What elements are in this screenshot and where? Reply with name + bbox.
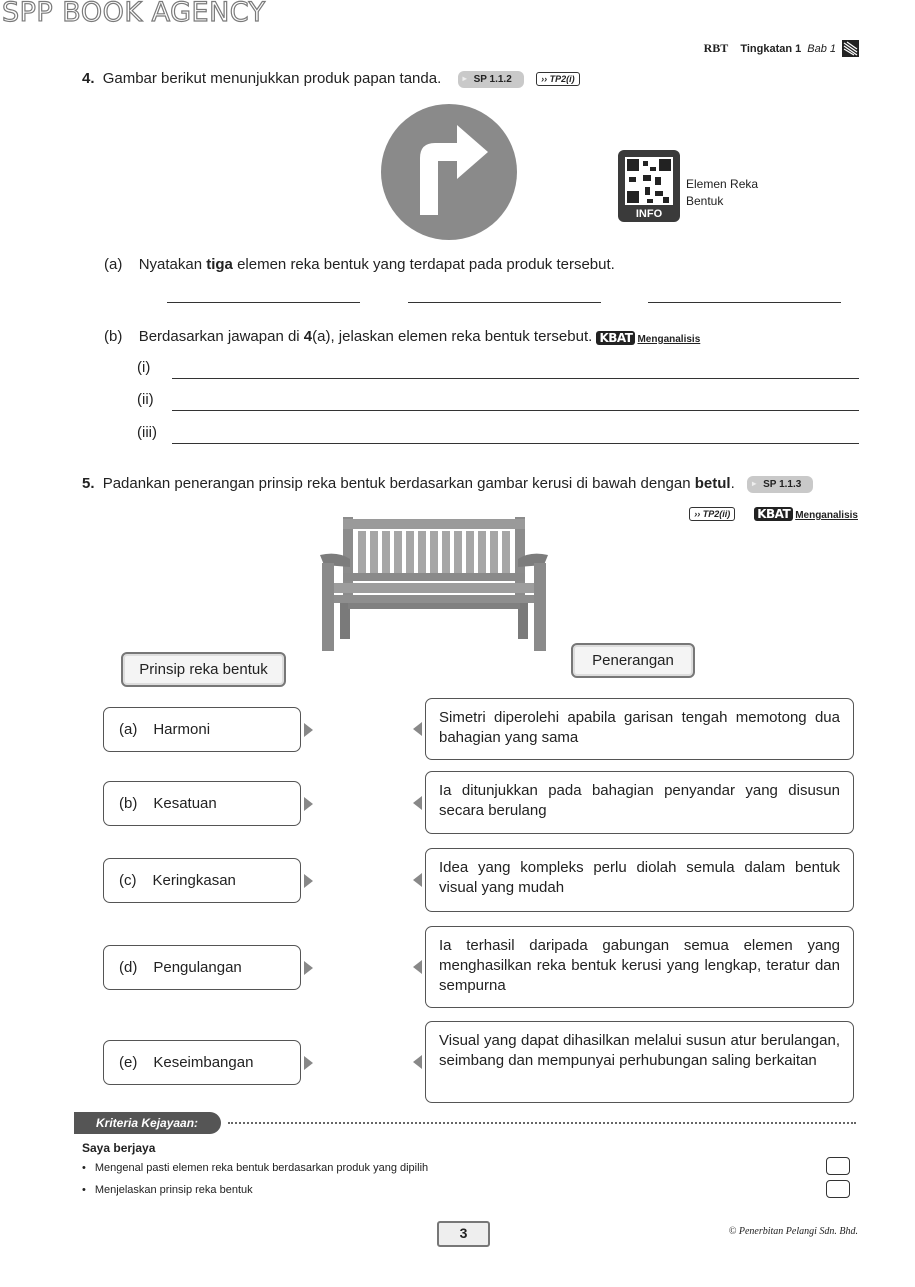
roman-label: (i) <box>137 359 151 376</box>
tp-badge: ›› TP2(i) <box>536 72 580 86</box>
criteria-title: Kriteria Kejayaan: <box>74 1112 221 1134</box>
criteria-item: • Menjelaskan prinsip reka bentuk <box>82 1184 253 1196</box>
question-number: 4. <box>82 70 95 87</box>
question-number: 5. <box>82 475 95 492</box>
connector-left-arrow-icon[interactable] <box>413 722 422 736</box>
page-header <box>704 40 859 57</box>
kbat-badge: KBAT Menganalisis <box>596 329 700 346</box>
criteria-item: • Mengenal pasti elemen reka bentuk berdasarkan produk yang dipilih <box>82 1162 428 1174</box>
tp-badge: ›› TP2(ii) <box>689 507 735 521</box>
principle-item-keseimbangan[interactable]: (e) Keseimbangan <box>103 1040 301 1085</box>
copyright: © Penerbitan Pelangi Sdn. Bhd. <box>728 1226 858 1237</box>
description-item[interactable]: Visual yang dapat dihasilkan melalui susun atur berulangan, seimbang dan mempunyai perhubungan saling berkaitan <box>425 1021 854 1103</box>
subject-label: RBT <box>703 41 729 55</box>
connector-right-arrow-icon[interactable] <box>304 874 313 888</box>
question-text: Gambar berikut menunjukkan produk papan tanda. <box>102 70 442 87</box>
right-column-header: Penerangan <box>571 643 695 678</box>
page-number: 3 <box>437 1221 490 1247</box>
form-label: Tingkatan 1 <box>740 42 802 55</box>
info-label: INFO <box>635 208 663 220</box>
answer-line[interactable] <box>408 302 601 303</box>
connector-right-arrow-icon[interactable] <box>304 961 313 975</box>
principle-item-kesatuan[interactable]: (b) Kesatuan <box>103 781 301 826</box>
connector-left-arrow-icon[interactable] <box>413 960 422 974</box>
sp-badge: ▸ SP 1.1.2 <box>458 71 524 88</box>
kbat-badge: KBAT Menganalisis <box>754 505 858 523</box>
q5-badges <box>689 505 858 523</box>
criteria-checkbox[interactable] <box>826 1157 850 1175</box>
connector-left-arrow-icon[interactable] <box>413 796 422 810</box>
watermark: SPP BOOK AGENCY <box>2 0 266 28</box>
answer-line[interactable] <box>167 302 360 303</box>
info-qr-badge[interactable] <box>618 150 680 222</box>
connector-right-arrow-icon[interactable] <box>304 723 313 737</box>
question-5: 5. Padankan penerangan prinsip reka bentuk berdasarkan gambar kerusi di bawah dengan betul. ▸ SP 1.1.3 <box>82 475 813 493</box>
description-item[interactable]: Ia terhasil daripada gabungan semua elemen yang menghasilkan reka bentuk kerusi yang lengkap, teratur dan sempurna <box>425 926 854 1008</box>
bench-image <box>318 515 550 655</box>
subquestion-label: (b) <box>104 328 123 345</box>
question-4a: (a) Nyatakan tiga elemen reka bentuk yang terdapat pada produk tersebut. <box>104 256 615 273</box>
question-4b: (b) Berdasarkan jawapan di 4(a), jelaskan elemen reka bentuk tersebut. KBAT Menganalisis <box>104 328 701 345</box>
criteria-checkbox[interactable] <box>826 1180 850 1198</box>
subquestion-label: (a) <box>104 256 123 273</box>
left-column-header: Prinsip reka bentuk <box>121 652 286 687</box>
turn-right-sign-image <box>380 103 518 241</box>
answer-line[interactable] <box>172 378 859 379</box>
roman-label: (iii) <box>137 424 157 441</box>
answer-line[interactable] <box>648 302 841 303</box>
chapter-icon <box>842 40 859 57</box>
qr-code-icon <box>625 157 673 205</box>
answer-line[interactable] <box>172 443 859 444</box>
connector-right-arrow-icon[interactable] <box>304 1056 313 1070</box>
description-item[interactable]: Simetri diperolehi apabila garisan tengah memotong dua bahagian yang sama <box>425 698 854 760</box>
question-4 <box>82 70 580 88</box>
connector-left-arrow-icon[interactable] <box>413 1055 422 1069</box>
principle-item-pengulangan[interactable]: (d) Pengulangan <box>103 945 301 990</box>
answer-line[interactable] <box>172 410 859 411</box>
info-caption: Elemen Reka Bentuk <box>686 177 759 208</box>
principle-item-harmoni[interactable]: (a) Harmoni <box>103 707 301 752</box>
description-item[interactable]: Ia ditunjukkan pada bahagian penyandar yang disusun secara berulang <box>425 771 854 834</box>
connector-right-arrow-icon[interactable] <box>304 797 313 811</box>
roman-label: (ii) <box>137 391 154 408</box>
principle-item-keringkasan[interactable]: (c) Keringkasan <box>103 858 301 903</box>
description-item[interactable]: Idea yang kompleks perlu diolah semula dalam bentuk visual yang mudah <box>425 848 854 912</box>
connector-left-arrow-icon[interactable] <box>413 873 422 887</box>
dotted-divider <box>228 1122 856 1124</box>
criteria-subtitle: Saya berjaya <box>82 1141 156 1155</box>
chapter-label: Bab 1 <box>807 42 836 55</box>
sp-badge: ▸ SP 1.1.3 <box>747 476 813 493</box>
